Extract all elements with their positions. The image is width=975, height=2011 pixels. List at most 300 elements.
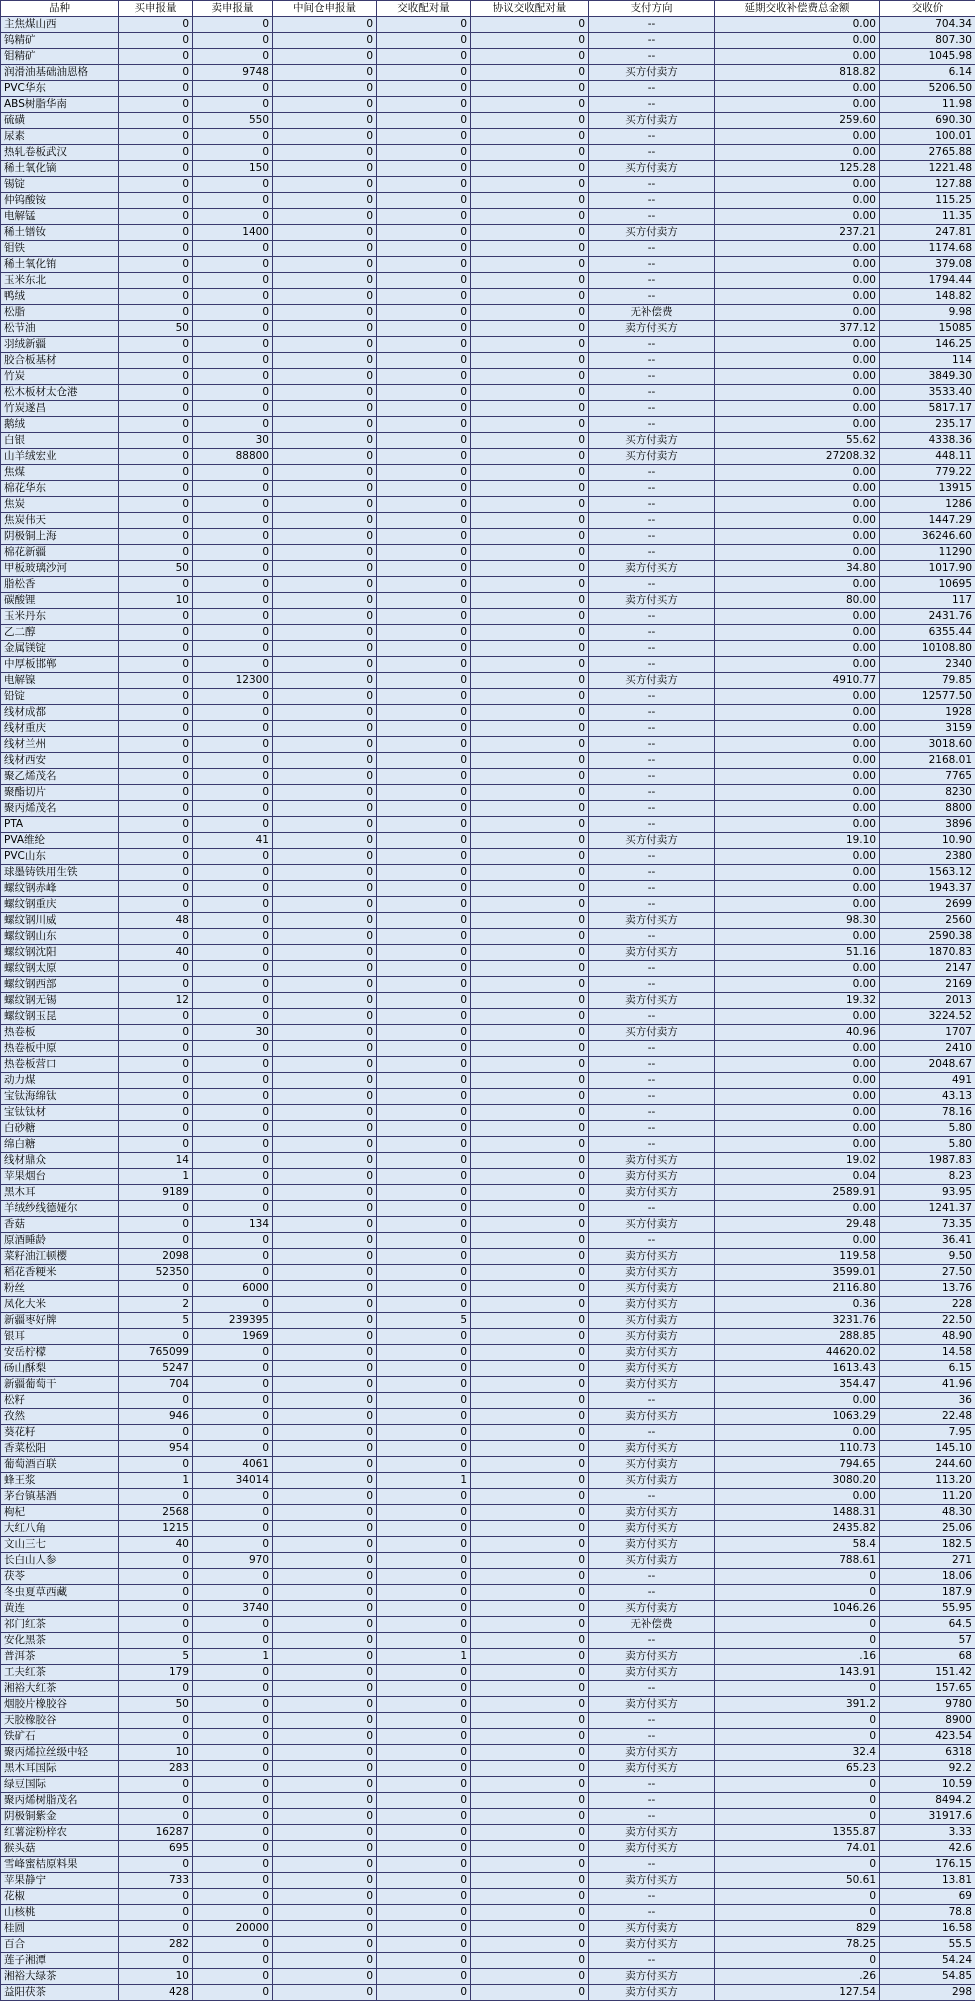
cell-agreement-matched-qty: 0 — [471, 465, 589, 481]
cell-payment-direction: -- — [589, 81, 715, 97]
cell-delivery-price: 11.20 — [880, 1489, 975, 1505]
table-row — [1, 1153, 975, 1169]
cell-variety: 竹炭 — [1, 369, 119, 385]
cell-middle-warehouse-qty: 0 — [273, 1121, 377, 1137]
cell-sell-qty: 0 — [193, 1809, 273, 1825]
cell-agreement-matched-qty: 0 — [471, 1937, 589, 1953]
cell-payment-direction: -- — [589, 145, 715, 161]
cell-sell-qty: 150 — [193, 161, 273, 177]
table-row — [1, 1041, 975, 1057]
cell-delivery-price: 36.41 — [880, 1233, 975, 1249]
cell-sell-qty: 0 — [193, 1153, 273, 1169]
cell-variety: 螺纹钢川威 — [1, 913, 119, 929]
cell-sell-qty: 0 — [193, 689, 273, 705]
cell-agreement-matched-qty: 0 — [471, 1777, 589, 1793]
cell-deferred-compensation: 0.00 — [715, 513, 880, 529]
cell-middle-warehouse-qty: 0 — [273, 1809, 377, 1825]
cell-agreement-matched-qty: 0 — [471, 961, 589, 977]
cell-buy-qty: 0 — [119, 817, 193, 833]
table-row — [1, 689, 975, 705]
cell-delivery-price: 8.23 — [880, 1169, 975, 1185]
cell-payment-direction: -- — [589, 1041, 715, 1057]
cell-deferred-compensation: 0.00 — [715, 961, 880, 977]
cell-middle-warehouse-qty: 0 — [273, 1345, 377, 1361]
cell-delivery-price: 1943.37 — [880, 881, 975, 897]
cell-buy-qty: 0 — [119, 1585, 193, 1601]
cell-agreement-matched-qty: 0 — [471, 497, 589, 513]
cell-payment-direction: -- — [589, 257, 715, 273]
cell-buy-qty: 0 — [119, 433, 193, 449]
cell-agreement-matched-qty: 0 — [471, 913, 589, 929]
cell-payment-direction: -- — [589, 849, 715, 865]
cell-agreement-matched-qty: 0 — [471, 1025, 589, 1041]
cell-agreement-matched-qty: 0 — [471, 897, 589, 913]
cell-buy-qty: 283 — [119, 1761, 193, 1777]
table-row — [1, 1329, 975, 1345]
cell-deferred-compensation: 0.00 — [715, 49, 880, 65]
cell-matched-qty: 0 — [377, 1057, 471, 1073]
cell-payment-direction: -- — [589, 353, 715, 369]
cell-matched-qty: 0 — [377, 961, 471, 977]
table-row — [1, 129, 975, 145]
table-row — [1, 1137, 975, 1153]
cell-matched-qty: 0 — [377, 1345, 471, 1361]
cell-payment-direction: -- — [589, 1425, 715, 1441]
cell-deferred-compensation: 0.00 — [715, 369, 880, 385]
cell-sell-qty: 0 — [193, 929, 273, 945]
cell-middle-warehouse-qty: 0 — [273, 1713, 377, 1729]
table-row — [1, 113, 975, 129]
cell-variety: 聚丙烯茂名 — [1, 801, 119, 817]
table-row — [1, 961, 975, 977]
table-row — [1, 1857, 975, 1873]
cell-sell-qty: 0 — [193, 1857, 273, 1873]
cell-agreement-matched-qty: 0 — [471, 1425, 589, 1441]
cell-variety: 黄连 — [1, 1601, 119, 1617]
table-row — [1, 161, 975, 177]
cell-buy-qty: 1 — [119, 1169, 193, 1185]
cell-deferred-compensation: 0.00 — [715, 177, 880, 193]
table-row — [1, 1633, 975, 1649]
cell-delivery-price: 22.48 — [880, 1409, 975, 1425]
cell-matched-qty: 0 — [377, 113, 471, 129]
cell-middle-warehouse-qty: 0 — [273, 1409, 377, 1425]
cell-buy-qty: 0 — [119, 1073, 193, 1089]
cell-payment-direction: 卖方付买方 — [589, 913, 715, 929]
cell-agreement-matched-qty: 0 — [471, 625, 589, 641]
cell-buy-qty: 0 — [119, 705, 193, 721]
cell-delivery-price: 2380 — [880, 849, 975, 865]
cell-delivery-price: 13.76 — [880, 1281, 975, 1297]
cell-middle-warehouse-qty: 0 — [273, 929, 377, 945]
cell-variety: 电解镍 — [1, 673, 119, 689]
cell-variety: 玉米丹东 — [1, 609, 119, 625]
table-row — [1, 1313, 975, 1329]
cell-matched-qty: 0 — [377, 1025, 471, 1041]
cell-variety: 苹果静宁 — [1, 1873, 119, 1889]
cell-delivery-price: 22.50 — [880, 1313, 975, 1329]
cell-agreement-matched-qty: 0 — [471, 1073, 589, 1089]
cell-middle-warehouse-qty: 0 — [273, 241, 377, 257]
cell-sell-qty: 0 — [193, 273, 273, 289]
cell-buy-qty: 10 — [119, 1969, 193, 1985]
cell-payment-direction: 买方付卖方 — [589, 673, 715, 689]
table-row — [1, 225, 975, 241]
cell-matched-qty: 0 — [377, 1857, 471, 1873]
table-row — [1, 1185, 975, 1201]
cell-middle-warehouse-qty: 0 — [273, 273, 377, 289]
cell-middle-warehouse-qty: 0 — [273, 705, 377, 721]
cell-payment-direction: 卖方付买方 — [589, 1841, 715, 1857]
cell-sell-qty: 550 — [193, 113, 273, 129]
cell-variety: 长白山人参 — [1, 1553, 119, 1569]
cell-middle-warehouse-qty: 0 — [273, 337, 377, 353]
cell-middle-warehouse-qty: 0 — [273, 353, 377, 369]
cell-buy-qty: 5 — [119, 1649, 193, 1665]
cell-payment-direction: -- — [589, 817, 715, 833]
table-row — [1, 865, 975, 881]
cell-delivery-price: 244.60 — [880, 1457, 975, 1473]
cell-buy-qty: 0 — [119, 289, 193, 305]
cell-deferred-compensation: 3599.01 — [715, 1265, 880, 1281]
cell-payment-direction: -- — [589, 1793, 715, 1809]
cell-buy-qty: 0 — [119, 401, 193, 417]
cell-deferred-compensation: 0.00 — [715, 417, 880, 433]
cell-buy-qty: 0 — [119, 1569, 193, 1585]
cell-matched-qty: 0 — [377, 993, 471, 1009]
cell-matched-qty: 0 — [377, 1089, 471, 1105]
cell-deferred-compensation: 0.00 — [715, 1137, 880, 1153]
cell-agreement-matched-qty: 0 — [471, 1345, 589, 1361]
cell-deferred-compensation: 1355.87 — [715, 1825, 880, 1841]
cell-buy-qty: 0 — [119, 1729, 193, 1745]
cell-buy-qty: 0 — [119, 1105, 193, 1121]
cell-deferred-compensation: 0 — [715, 1793, 880, 1809]
table-row — [1, 401, 975, 417]
cell-deferred-compensation: 110.73 — [715, 1441, 880, 1457]
cell-matched-qty: 0 — [377, 833, 471, 849]
cell-matched-qty: 0 — [377, 1761, 471, 1777]
cell-matched-qty: 0 — [377, 65, 471, 81]
cell-variety: 山羊绒宏业 — [1, 449, 119, 465]
cell-deferred-compensation: 125.28 — [715, 161, 880, 177]
cell-deferred-compensation: 29.48 — [715, 1217, 880, 1233]
cell-matched-qty: 0 — [377, 49, 471, 65]
cell-deferred-compensation: 74.01 — [715, 1841, 880, 1857]
cell-agreement-matched-qty: 0 — [471, 1377, 589, 1393]
cell-agreement-matched-qty: 0 — [471, 1457, 589, 1473]
cell-deferred-compensation: 288.85 — [715, 1329, 880, 1345]
table-row — [1, 289, 975, 305]
table-row — [1, 769, 975, 785]
cell-delivery-price: 16.58 — [880, 1921, 975, 1937]
cell-middle-warehouse-qty: 0 — [273, 1441, 377, 1457]
cell-buy-qty: 0 — [119, 1553, 193, 1569]
cell-delivery-price: 100.01 — [880, 129, 975, 145]
table-row — [1, 353, 975, 369]
cell-variety: 钨精矿 — [1, 33, 119, 49]
cell-payment-direction: 卖方付买方 — [589, 1745, 715, 1761]
cell-buy-qty: 0 — [119, 129, 193, 145]
cell-middle-warehouse-qty: 0 — [273, 817, 377, 833]
cell-matched-qty: 0 — [377, 1489, 471, 1505]
cell-payment-direction: 买方付卖方 — [589, 1473, 715, 1489]
cell-middle-warehouse-qty: 0 — [273, 1073, 377, 1089]
cell-agreement-matched-qty: 0 — [471, 1041, 589, 1057]
cell-deferred-compensation: 354.47 — [715, 1377, 880, 1393]
cell-buy-qty: 50 — [119, 321, 193, 337]
cell-variety: 乙二醇 — [1, 625, 119, 641]
cell-delivery-price: 115.25 — [880, 193, 975, 209]
cell-delivery-price: 3224.52 — [880, 1009, 975, 1025]
cell-delivery-price: 5817.17 — [880, 401, 975, 417]
cell-sell-qty: 0 — [193, 897, 273, 913]
cell-delivery-price: 2410 — [880, 1041, 975, 1057]
cell-middle-warehouse-qty: 0 — [273, 1457, 377, 1473]
cell-variety: 绿豆国际 — [1, 1777, 119, 1793]
cell-matched-qty: 0 — [377, 1121, 471, 1137]
cell-deferred-compensation: 391.2 — [715, 1697, 880, 1713]
cell-buy-qty: 0 — [119, 977, 193, 993]
cell-buy-qty: 0 — [119, 785, 193, 801]
cell-sell-qty: 0 — [193, 705, 273, 721]
cell-delivery-price: 2560 — [880, 913, 975, 929]
cell-sell-qty: 0 — [193, 49, 273, 65]
cell-sell-qty: 0 — [193, 657, 273, 673]
cell-delivery-price: 8230 — [880, 785, 975, 801]
cell-matched-qty: 0 — [377, 1537, 471, 1553]
cell-buy-qty: 1215 — [119, 1521, 193, 1537]
cell-payment-direction: 卖方付买方 — [589, 993, 715, 1009]
table-row — [1, 1729, 975, 1745]
cell-middle-warehouse-qty: 0 — [273, 1105, 377, 1121]
col-header-delivery-price: 交收价 — [880, 1, 975, 17]
table-row — [1, 1217, 975, 1233]
cell-middle-warehouse-qty: 0 — [273, 737, 377, 753]
cell-variety: 天胶橡胶谷 — [1, 1713, 119, 1729]
cell-payment-direction: -- — [589, 49, 715, 65]
cell-middle-warehouse-qty: 0 — [273, 689, 377, 705]
cell-matched-qty: 0 — [377, 1585, 471, 1601]
cell-sell-qty: 0 — [193, 1761, 273, 1777]
cell-delivery-price: 6.15 — [880, 1361, 975, 1377]
cell-payment-direction: -- — [589, 1089, 715, 1105]
cell-middle-warehouse-qty: 0 — [273, 1953, 377, 1969]
cell-middle-warehouse-qty: 0 — [273, 625, 377, 641]
cell-delivery-price: 64.5 — [880, 1617, 975, 1633]
cell-middle-warehouse-qty: 0 — [273, 513, 377, 529]
table-row — [1, 1121, 975, 1137]
cell-deferred-compensation: 0.00 — [715, 1393, 880, 1409]
cell-middle-warehouse-qty: 0 — [273, 193, 377, 209]
cell-sell-qty: 0 — [193, 1489, 273, 1505]
table-row — [1, 1105, 975, 1121]
table-row — [1, 1409, 975, 1425]
cell-middle-warehouse-qty: 0 — [273, 417, 377, 433]
cell-middle-warehouse-qty: 0 — [273, 865, 377, 881]
cell-buy-qty: 0 — [119, 1217, 193, 1233]
cell-delivery-price: 1928 — [880, 705, 975, 721]
table-row — [1, 1393, 975, 1409]
cell-payment-direction: -- — [589, 241, 715, 257]
cell-delivery-price: 423.54 — [880, 1729, 975, 1745]
cell-deferred-compensation: 377.12 — [715, 321, 880, 337]
cell-payment-direction: 卖方付买方 — [589, 1505, 715, 1521]
table-row — [1, 1937, 975, 1953]
cell-matched-qty: 0 — [377, 529, 471, 545]
cell-middle-warehouse-qty: 0 — [273, 1217, 377, 1233]
cell-deferred-compensation: 237.21 — [715, 225, 880, 241]
cell-middle-warehouse-qty: 0 — [273, 1745, 377, 1761]
cell-payment-direction: 卖方付买方 — [589, 1409, 715, 1425]
cell-buy-qty: 0 — [119, 801, 193, 817]
table-row — [1, 1521, 975, 1537]
table-row — [1, 1089, 975, 1105]
cell-sell-qty: 0 — [193, 1905, 273, 1921]
cell-agreement-matched-qty: 0 — [471, 113, 589, 129]
cell-deferred-compensation: 0.36 — [715, 1297, 880, 1313]
table-row — [1, 737, 975, 753]
table-row — [1, 1777, 975, 1793]
cell-delivery-price: 187.9 — [880, 1585, 975, 1601]
cell-sell-qty: 0 — [193, 1953, 273, 1969]
cell-middle-warehouse-qty: 0 — [273, 1601, 377, 1617]
cell-agreement-matched-qty: 0 — [471, 433, 589, 449]
cell-variety: 甲板玻璃沙河 — [1, 561, 119, 577]
cell-payment-direction: -- — [589, 1489, 715, 1505]
cell-deferred-compensation: 0.00 — [715, 353, 880, 369]
cell-middle-warehouse-qty: 0 — [273, 657, 377, 673]
cell-deferred-compensation: 0.00 — [715, 769, 880, 785]
cell-sell-qty: 0 — [193, 1569, 273, 1585]
cell-variety: 松节油 — [1, 321, 119, 337]
cell-matched-qty: 0 — [377, 1521, 471, 1537]
cell-sell-qty: 0 — [193, 337, 273, 353]
cell-delivery-price: 779.22 — [880, 465, 975, 481]
cell-matched-qty: 0 — [377, 465, 471, 481]
cell-middle-warehouse-qty: 0 — [273, 545, 377, 561]
cell-agreement-matched-qty: 0 — [471, 33, 589, 49]
cell-deferred-compensation: 0.00 — [715, 385, 880, 401]
cell-payment-direction: -- — [589, 865, 715, 881]
cell-agreement-matched-qty: 0 — [471, 1153, 589, 1169]
table-row — [1, 1457, 975, 1473]
cell-delivery-price: 9.98 — [880, 305, 975, 321]
cell-variety: 黑木耳国际 — [1, 1761, 119, 1777]
cell-middle-warehouse-qty: 0 — [273, 529, 377, 545]
cell-middle-warehouse-qty: 0 — [273, 1233, 377, 1249]
cell-variety: 线材西安 — [1, 753, 119, 769]
cell-middle-warehouse-qty: 0 — [273, 1393, 377, 1409]
cell-sell-qty: 0 — [193, 1041, 273, 1057]
cell-delivery-price: 148.82 — [880, 289, 975, 305]
cell-matched-qty: 0 — [377, 849, 471, 865]
cell-variety: 新疆葡萄干 — [1, 1377, 119, 1393]
table-row — [1, 65, 975, 81]
table-row — [1, 433, 975, 449]
cell-deferred-compensation: 19.10 — [715, 833, 880, 849]
cell-payment-direction: -- — [589, 961, 715, 977]
cell-variety: 铅锭 — [1, 689, 119, 705]
cell-payment-direction: -- — [589, 1393, 715, 1409]
cell-variety: 铁矿石 — [1, 1729, 119, 1745]
cell-sell-qty: 34014 — [193, 1473, 273, 1489]
cell-matched-qty: 0 — [377, 513, 471, 529]
cell-delivery-price: 1017.90 — [880, 561, 975, 577]
cell-matched-qty: 0 — [377, 785, 471, 801]
cell-middle-warehouse-qty: 0 — [273, 833, 377, 849]
cell-middle-warehouse-qty: 0 — [273, 113, 377, 129]
cell-buy-qty: 765099 — [119, 1345, 193, 1361]
table-row — [1, 1009, 975, 1025]
table-row — [1, 1825, 975, 1841]
cell-matched-qty: 0 — [377, 417, 471, 433]
cell-payment-direction: 买方付卖方 — [589, 449, 715, 465]
cell-deferred-compensation: 0.00 — [715, 721, 880, 737]
cell-variety: 稀土镨钕 — [1, 225, 119, 241]
cell-middle-warehouse-qty: 0 — [273, 1025, 377, 1041]
cell-variety: 大红八角 — [1, 1521, 119, 1537]
cell-sell-qty: 0 — [193, 1265, 273, 1281]
cell-middle-warehouse-qty: 0 — [273, 1761, 377, 1777]
cell-payment-direction: -- — [589, 1057, 715, 1073]
cell-agreement-matched-qty: 0 — [471, 1841, 589, 1857]
cell-matched-qty: 0 — [377, 1009, 471, 1025]
cell-buy-qty: 0 — [119, 1057, 193, 1073]
cell-deferred-compensation: 19.32 — [715, 993, 880, 1009]
cell-deferred-compensation: 0.00 — [715, 97, 880, 113]
cell-payment-direction: -- — [589, 273, 715, 289]
cell-deferred-compensation: 58.4 — [715, 1537, 880, 1553]
table-row — [1, 273, 975, 289]
cell-agreement-matched-qty: 0 — [471, 1665, 589, 1681]
cell-variety: 白银 — [1, 433, 119, 449]
cell-deferred-compensation: 0 — [715, 1809, 880, 1825]
cell-deferred-compensation: 0 — [715, 1681, 880, 1697]
table-row — [1, 1921, 975, 1937]
cell-matched-qty: 0 — [377, 977, 471, 993]
cell-buy-qty: 0 — [119, 1281, 193, 1297]
cell-delivery-price: 54.24 — [880, 1953, 975, 1969]
cell-sell-qty: 0 — [193, 641, 273, 657]
cell-delivery-price: 7765 — [880, 769, 975, 785]
cell-payment-direction: -- — [589, 529, 715, 545]
cell-deferred-compensation: 0.00 — [715, 337, 880, 353]
cell-buy-qty: 50 — [119, 1697, 193, 1713]
cell-buy-qty: 2098 — [119, 1249, 193, 1265]
cell-buy-qty: 0 — [119, 609, 193, 625]
cell-middle-warehouse-qty: 0 — [273, 1873, 377, 1889]
cell-buy-qty: 0 — [119, 1393, 193, 1409]
cell-variety: 绵白糖 — [1, 1137, 119, 1153]
cell-payment-direction: -- — [589, 801, 715, 817]
cell-sell-qty: 0 — [193, 1361, 273, 1377]
cell-middle-warehouse-qty: 0 — [273, 225, 377, 241]
cell-middle-warehouse-qty: 0 — [273, 961, 377, 977]
cell-buy-qty: 0 — [119, 689, 193, 705]
cell-buy-qty: 0 — [119, 753, 193, 769]
cell-deferred-compensation: 0 — [715, 1713, 880, 1729]
cell-sell-qty: 0 — [193, 737, 273, 753]
cell-payment-direction: -- — [589, 481, 715, 497]
cell-deferred-compensation: 0.00 — [715, 305, 880, 321]
cell-deferred-compensation: 788.61 — [715, 1553, 880, 1569]
table-row — [1, 369, 975, 385]
cell-agreement-matched-qty: 0 — [471, 753, 589, 769]
cell-variety: 棉花新疆 — [1, 545, 119, 561]
cell-buy-qty: 0 — [119, 1121, 193, 1137]
cell-matched-qty: 0 — [377, 545, 471, 561]
